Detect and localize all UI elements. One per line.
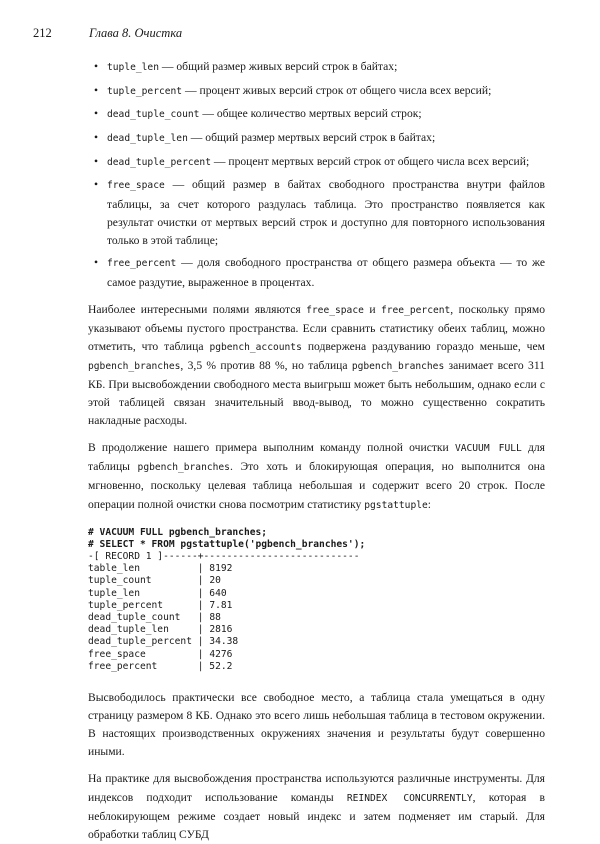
field-code: free_space bbox=[107, 180, 165, 192]
field-description: — общий размер в байтах свободного пространства внутри файлов таблицы, за счет которого раздулась таблица. Это пространство появляется как результат очистки от мертвых версий строк и доступно для повторного использования только в этой таблице; bbox=[107, 178, 545, 247]
code-field-name: table_len bbox=[88, 563, 140, 575]
field-code: free_percent bbox=[107, 258, 177, 270]
field-description: — общий размер мертвых версий строк в байтах; bbox=[187, 131, 436, 145]
text-run: занимает всего 311 КБ. При высвобождении свободного места выигрыш может быть небольшим, однако если с этой таблицей связан значительный ввод-вывод, то можно существенно сократить накладные расходы. bbox=[88, 358, 545, 428]
code-field-value: 88 bbox=[209, 612, 221, 624]
list-item bbox=[88, 176, 545, 249]
code-separator: | bbox=[145, 648, 210, 660]
code-result-row bbox=[88, 563, 232, 574]
inline-code: REINDEX CONCURRENTLY bbox=[346, 792, 473, 804]
inline-code: VACUUM FULL bbox=[454, 443, 522, 455]
page-content bbox=[88, 58, 545, 844]
code-field-name: free_space bbox=[88, 648, 146, 660]
bullet-icon: • bbox=[94, 107, 99, 121]
inline-code: pgbench_branches bbox=[88, 360, 181, 372]
text-run: На практике для высвобождения пространства используются различные инструменты. Для индексов подходит использование команды bbox=[88, 772, 545, 804]
code-field-value: 2816 bbox=[209, 624, 233, 636]
field-code: tuple_len bbox=[107, 62, 159, 73]
text-run: , поскольку прямо указывают объемы пустого пространства. Если сравнить статистику обеих таблиц, можно отметить, что таблица bbox=[88, 302, 546, 353]
paragraph-vacuum-full bbox=[88, 439, 545, 514]
code-result-row bbox=[88, 588, 227, 599]
inline-code: pgbench_branches bbox=[137, 462, 230, 474]
text-run: , 3,5 % против 88 %, но таблица bbox=[180, 358, 352, 372]
inline-code: pgbench_accounts bbox=[209, 341, 302, 353]
field-description: — общее количество мертвых версий строк; bbox=[199, 107, 422, 121]
text-run: : bbox=[427, 497, 432, 511]
code-separator: | bbox=[180, 612, 210, 624]
code-field-name: free_percent bbox=[88, 660, 158, 672]
page-number: 212 bbox=[33, 26, 52, 40]
code-result-row bbox=[88, 612, 221, 623]
chapter-title: Глава 8. Очистка bbox=[89, 26, 183, 40]
code-field-value: 4276 bbox=[209, 648, 233, 660]
code-result-row bbox=[88, 661, 232, 672]
list-item bbox=[88, 58, 545, 77]
code-rows bbox=[88, 563, 238, 672]
code-field-name: dead_tuple_percent bbox=[88, 636, 192, 648]
code-separator: | bbox=[163, 599, 210, 611]
bullet-icon: • bbox=[94, 83, 99, 97]
code-field-name: dead_tuple_len bbox=[88, 624, 169, 636]
field-code: dead_tuple_count bbox=[107, 109, 200, 121]
code-result-row bbox=[88, 575, 221, 586]
text-run: для таблицы bbox=[88, 441, 546, 474]
list-item bbox=[88, 153, 545, 172]
list-item bbox=[88, 254, 545, 291]
code-separator: | bbox=[139, 563, 210, 575]
code-listing bbox=[88, 527, 545, 673]
code-result-row bbox=[88, 600, 232, 611]
code-result-row bbox=[88, 624, 232, 635]
code-field-name: dead_tuple_count bbox=[88, 612, 181, 624]
inline-code: free_percent bbox=[380, 304, 451, 316]
field-description: — общий размер живых версий строк в байтах; bbox=[158, 60, 398, 73]
inline-code: pgstattuple bbox=[364, 499, 428, 511]
text-run: Наиболее интересными полями являются bbox=[88, 302, 307, 316]
field-description: — процент живых версий строк от общего числа всех версий; bbox=[182, 83, 492, 97]
text-run: подвержена раздуванию гораздо меньше, чем bbox=[301, 339, 545, 353]
code-field-value: 7.81 bbox=[209, 599, 233, 611]
bullet-icon: • bbox=[94, 154, 99, 168]
bullet-icon: • bbox=[94, 178, 99, 192]
field-description: — доля свободного пространства от общего размера объекта — то же самое раздутие, выраженное в процентах. bbox=[107, 256, 545, 289]
code-field-name: tuple_count bbox=[88, 575, 152, 587]
field-list bbox=[88, 58, 545, 292]
code-field-name: tuple_percent bbox=[88, 599, 164, 611]
code-record-header: -[ RECORD 1 ]------+--------------------------- bbox=[88, 551, 360, 563]
code-separator: | bbox=[168, 624, 210, 636]
paragraph-tools bbox=[88, 770, 545, 843]
paragraph-fields-comparison bbox=[88, 301, 545, 431]
inline-code: free_space bbox=[306, 304, 364, 316]
bullet-icon: • bbox=[94, 131, 99, 145]
text-run: . Это хоть и блокирующая операция, но выполнится она мгновенно, поскольку целевая таблица небольшая и содержит всего 20 строк. После операции полной очистки снова посмотрим статистику bbox=[88, 460, 545, 511]
text-run: и bbox=[363, 302, 381, 316]
text-run: , которая в неблокирующем режиме создает новый индекс и затем подменяет им старый. Для обработки таблиц СУБД bbox=[88, 790, 545, 841]
code-field-value: 8192 bbox=[209, 563, 233, 575]
code-command: # SELECT * FROM pgstattuple('pgbench_branches'); bbox=[88, 538, 366, 550]
code-result-row bbox=[88, 649, 232, 660]
code-field-value: 34.38 bbox=[209, 636, 239, 648]
list-item bbox=[88, 129, 545, 148]
code-field-value: 640 bbox=[209, 587, 227, 599]
field-code: dead_tuple_len bbox=[107, 133, 188, 145]
page-header bbox=[33, 26, 182, 41]
text-run: В продолжение нашего примера выполним команду полной очистки bbox=[88, 441, 455, 455]
code-separator: | bbox=[157, 660, 210, 672]
code-field-name: tuple_len bbox=[88, 587, 140, 599]
list-item bbox=[88, 105, 545, 124]
field-description: — процент мертвых версий строк от общего числа всех версий; bbox=[210, 154, 530, 168]
list-item bbox=[88, 82, 545, 101]
code-field-value: 20 bbox=[209, 575, 221, 587]
field-code: tuple_percent bbox=[107, 85, 183, 97]
code-separator: | bbox=[139, 587, 210, 599]
bullet-icon: • bbox=[94, 60, 99, 73]
bullet-icon: • bbox=[94, 256, 99, 270]
code-command: # VACUUM FULL pgbench_branches; bbox=[88, 526, 268, 538]
field-code: dead_tuple_percent bbox=[107, 156, 211, 168]
code-field-value: 52.2 bbox=[209, 660, 233, 672]
code-separator: | bbox=[191, 636, 210, 648]
code-separator: | bbox=[151, 575, 210, 587]
paragraph-result: Высвободилось практически все свободное место, а таблица стала умещаться в одну страницу размером 8 КБ. Однако это всего лишь небольшая таблица в тестовом окружении. В настоящих производственных окружениях значения и результаты будут совершенно иными. bbox=[88, 691, 545, 759]
code-result-row bbox=[88, 636, 238, 647]
inline-code: pgbench_branches bbox=[351, 360, 445, 372]
